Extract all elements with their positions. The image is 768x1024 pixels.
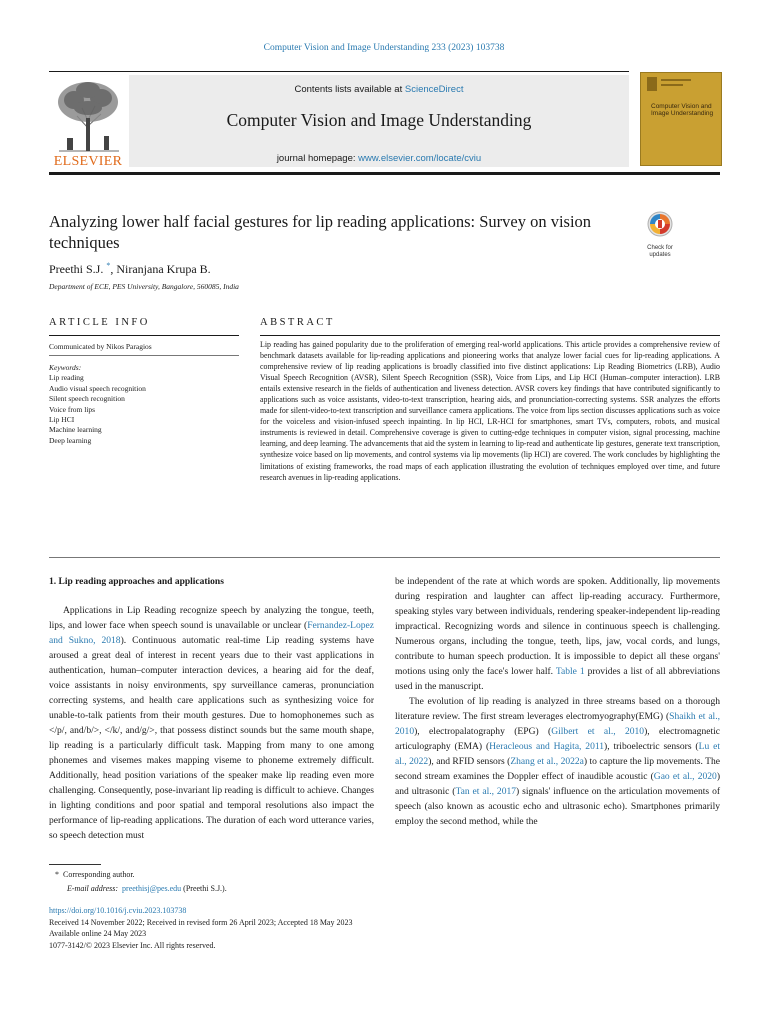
cover-logo-icon (641, 73, 721, 99)
badge-line2: updates (649, 251, 671, 258)
author-list (49, 261, 211, 277)
citation-link[interactable]: Heracleous and Hagita, 2011 (489, 741, 605, 752)
footnote-rule (49, 864, 101, 865)
corresponding-author-mark[interactable]: * (106, 261, 111, 270)
author-name: Niranjana Krupa B. (116, 262, 211, 276)
body-column-left (49, 576, 374, 843)
publisher-name: ELSEVIER (53, 154, 123, 169)
citation-link[interactable]: Zhang et al., 2022a (510, 756, 584, 767)
sciencedirect-link[interactable]: ScienceDirect (404, 84, 464, 95)
email-suffix: (Preethi S.J.). (181, 884, 227, 893)
affiliation: Department of ECE, PES University, Bangalore, 560085, India (49, 282, 239, 291)
keyword: Voice from lips (49, 404, 96, 414)
copyright: 1077-3142/© 2023 Elsevier Inc. All rights reserved. (49, 940, 216, 950)
abstract-rule (260, 335, 720, 336)
publication-meta (49, 905, 352, 951)
keyword: Lip reading (49, 373, 84, 383)
journal-info-band (129, 75, 629, 167)
footnote-mark: * (55, 870, 59, 879)
article-title: Analyzing lower half facial gestures for lip reading applications: Survey on vision techniques (49, 212, 592, 252)
text-run: ). Continuous automatic real-time Lip reading systems have aroused a great deal of interest in recent years due to their vast applications in authentication, human–computer interaction devices, a hearing aid for the deaf, voice assistants in noisy environments, spy surveillance cameras, pronunciation correcting systems, and health care applications such as synthesizing voice for unable-to-talk patients from their mouth gestures. Due to homophonemes such as </p/, and/b/>, </k/, and/g/>, that possess distinct sounds but the same mouth shape, lip reading is a particularly difficult task. Mapping from many to one among phonemes and visemes makes mapping viseme to phoneme extremely difficult. Additionally, head position variations of the speaker make lip reading even more challenging. Consequently, pose-invariant lip reading is difficult to achieve. Changes in lighting conditions and poor spatial and temporal resolutions also impact the performance of lip-reading applications. The duration of each word utterance varies, so speech detection must (49, 635, 374, 841)
journal-homepage (129, 153, 629, 164)
contents-available (129, 84, 629, 95)
author-name: Preethi S.J. (49, 262, 104, 276)
elsevier-tree-logo-icon (49, 76, 127, 168)
homepage-link[interactable]: www.elsevier.com/locate/cviu (358, 153, 482, 164)
citation-link[interactable]: Gao et al., 2020 (653, 771, 717, 782)
citation-link[interactable]: Fernandez-Lopez and Sukno, 2018 (49, 620, 374, 646)
journal-title: Computer Vision and Image Understanding (226, 110, 532, 130)
text-run: be independent of the rate at which words are spoken. Additionally, lip movements during respiration and laughter can affect lip-reading accuracy. Furthermore, speaking styles vary between individuals, rendering speaker-independent lip-reading impractical. Recognizing words and silence in continuous speech is challenging. Numerous organs, including the tongue, teeth, lips, jaw, vocal cords, and lungs, contribute to human speech production. It is impossible to depict all these organs' motions using only the face's lower half. (395, 576, 720, 677)
footnote-label: Corresponding author. (63, 870, 135, 879)
text-run: ) signals' influence on the articulation movements of speech (also known as acoustic echo and ultrasonic echo). Smartphones primarily employ the second method, while the (395, 786, 721, 827)
table-link[interactable]: Table 1 (555, 666, 585, 677)
header-rule (49, 172, 720, 175)
check-for-updates-button[interactable] (640, 210, 680, 256)
email-label: E-mail address: (67, 884, 119, 893)
check-for-updates-icon (640, 210, 680, 240)
contents-prefix: Contents lists available at (294, 84, 405, 95)
corresponding-note (55, 868, 227, 882)
keywords-list (49, 363, 146, 446)
journal-header (49, 71, 629, 172)
text-run: ), triboelectric sensors ( (604, 741, 699, 752)
text-run: ) and ultrasonic ( (395, 771, 720, 797)
homepage-prefix: journal homepage: (276, 153, 359, 164)
keyword: Machine learning (49, 425, 102, 435)
abstract-bottom-rule (49, 557, 720, 558)
text-run: ), and RFID sensors ( (428, 756, 511, 767)
journal-cover-image (640, 72, 722, 166)
keyword: Silent speech recognition (49, 394, 125, 404)
paragraph (49, 603, 374, 843)
tree-logo-icon (49, 76, 127, 154)
section-heading: 1. Lip reading approaches and applications (49, 577, 224, 587)
cover-title: Computer Vision and Image Understanding (651, 103, 714, 117)
keyword: Deep learning (49, 435, 92, 445)
abstract-heading: ABSTRACT (260, 317, 335, 328)
online-date: Available online 24 May 2023 (49, 929, 147, 938)
paragraph (395, 574, 720, 694)
text-run: Applications in Lip Reading recognize speech by analyzing the tongue, teeth, lips, and lower face when speech sound is unavailable or unclear ( (49, 605, 374, 631)
text-run: ), electropalatography (EPG) ( (414, 726, 552, 737)
received-dates: Received 14 November 2022; Received in revised form 26 April 2023; Accepted 18 May 2023 (49, 917, 353, 927)
text-run: The evolution of lip reading is analyzed in three streams based on a thorough literature review. The first stream leverages electromyography(EMG) ( (395, 696, 720, 722)
footnote (55, 868, 227, 896)
check-for-updates-label (640, 245, 680, 258)
author-separator: , (110, 262, 117, 276)
email-link[interactable]: preethisj@pes.edu (122, 884, 182, 893)
journal-citation-link[interactable]: Computer Vision and Image Understanding 233 (2023) 103738 (263, 43, 505, 53)
badge-line1: Check for (647, 245, 673, 251)
article-info-subrule (49, 355, 239, 356)
article-info-rule (49, 335, 239, 336)
text-run: ) to capture the lip movements. The second stream examines the Doppler effect of inaudible acoustic ( (395, 756, 721, 782)
abstract-text: Lip reading has gained popularity due to the proliferation of emerging real-world applications. This article provides a comprehensive review of benchmark datasets available for lip-reading applications and pioneering works that analyze lower facial cues for lip-reading applications. A comprehensive review of lip reading applications is broadly classified into five distinct applications: Lip Reading Biometrics (LRB), Audio Visual Speech Recognition (AVSR), Silent Speech Recognition (SSR), Voice from Lips, and Lip HCI (Human–computer interaction). LRB entails extensive research in the fields of authentication and liveness detection. AVSR covers key findings that have contributed significantly to applications such as voice assistants, video-to-text transcription, hearing aids, and pronunciation-correcting systems. SSR analyzes the efforts made for silent-video-to-text transcription and surveillance camera applications. The voice from lips section discusses applications such as voice for the voiceless and vision-infused speech inpainting. In lip HCI, LR-HCI for smartphones, smart TVs, computers, robots, and musical instruments is reviewed in detail. Comprehensive coverage is given to cutting-edge techniques in computer vision, signal processing, machine learning, and deep learning. The advancements that aid the system in learning to lip-read and authenticate lip gestures, generate text transcription, synthesize voice based on lip movements, and control systems via lip movements (lip HCI) are covered. The work concludes by highlighting the limitations of existing frameworks, the road maps of each application illustrating the evolution of techniques employed over time, and future research avenues in lip-reading applications. (260, 340, 720, 482)
doi-link[interactable]: https://doi.org/10.1016/j.cviu.2023.103738 (49, 906, 187, 915)
keyword: Audio visual speech recognition (49, 383, 146, 393)
email-line (55, 882, 227, 896)
citation-link[interactable]: Tan et al., 2017 (455, 786, 517, 797)
body-column-right (395, 574, 720, 829)
article-info-heading: ARTICLE INFO (49, 317, 150, 328)
keywords-heading: Keywords: (49, 363, 82, 372)
text-run: ), electromagnetic articulography (EMA) ( (395, 726, 720, 752)
citation-link[interactable]: Lu et al., 2022 (395, 741, 720, 767)
communicated-by: Communicated by Nikos Paragios (49, 342, 152, 351)
text-run: provides a list of all abbreviations used in the manuscript. (395, 666, 721, 692)
keyword: Lip HCI (49, 415, 75, 425)
paragraph (395, 694, 720, 829)
citation-link[interactable]: Gilbert et al., 2010 (551, 726, 645, 737)
citation-link[interactable]: Shaikh et al., 2010 (395, 711, 720, 737)
